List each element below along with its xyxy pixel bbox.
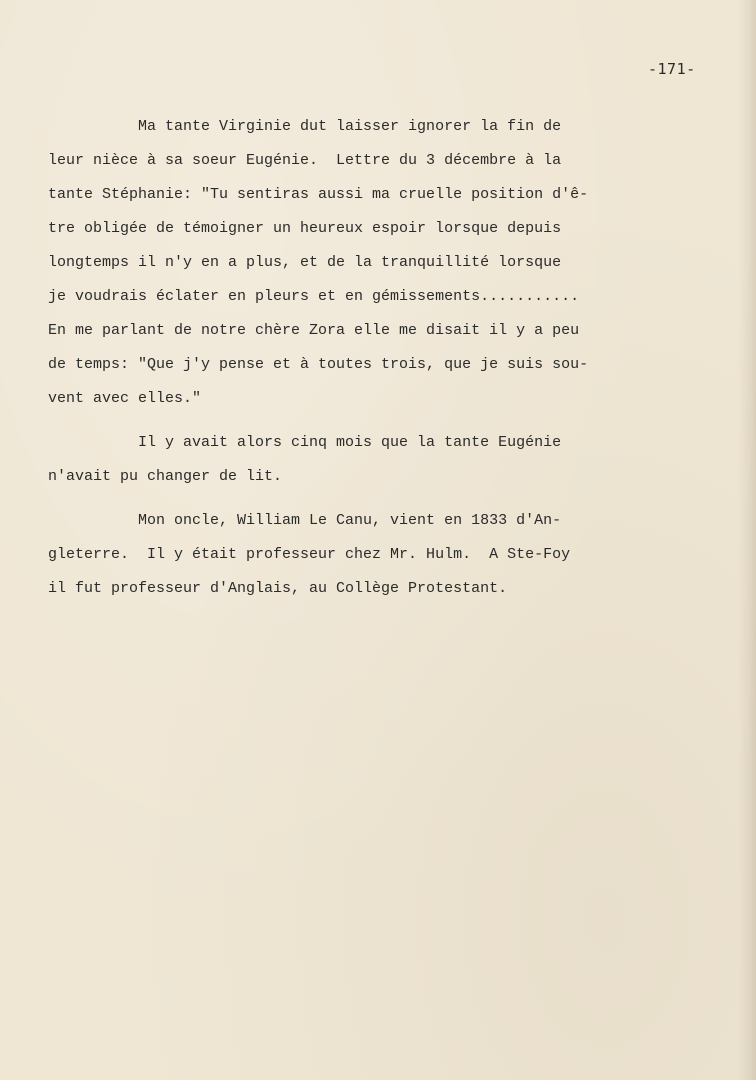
text-line: il fut professeur d'Anglais, au Collège Protestant. [48, 580, 508, 597]
text-line: tre obligée de témoigner un heureux espoir lorsque depuis [48, 220, 562, 237]
text-line: tante Stéphanie: "Tu sentiras aussi ma cruelle position d'ê- [48, 186, 589, 203]
paragraph-3 [48, 504, 728, 606]
text-line: je voudrais éclater en pleurs et en gémissements........... [48, 288, 580, 305]
text-line: n'avait pu changer de lit. [48, 468, 283, 485]
text-line: Il y avait alors cinq mois que la tante Eugénie [48, 434, 562, 451]
text-line: de temps: "Que j'y pense et à toutes trois, que je suis sou- [48, 356, 589, 373]
paragraph-2 [48, 426, 728, 494]
paragraph-gap [48, 494, 728, 504]
paragraph-1 [48, 110, 728, 416]
body-text [48, 110, 728, 606]
paragraph-gap [48, 416, 728, 426]
page-fold-shadow [738, 0, 756, 1080]
text-line: leur nièce à sa soeur Eugénie. Lettre du 3 décembre à la [48, 152, 562, 169]
text-line: En me parlant de notre chère Zora elle me disait il y a peu [48, 322, 580, 339]
page-number: -171- [648, 60, 696, 78]
text-line: Mon oncle, William Le Canu, vient en 1833 d'An- [48, 512, 562, 529]
text-line: Ma tante Virginie dut laisser ignorer la fin de [48, 118, 562, 135]
text-line: longtemps il n'y en a plus, et de la tranquillité lorsque [48, 254, 562, 271]
text-line: gleterre. Il y était professeur chez Mr. Hulm. A Ste-Foy [48, 546, 571, 563]
text-line: vent avec elles." [48, 390, 202, 407]
